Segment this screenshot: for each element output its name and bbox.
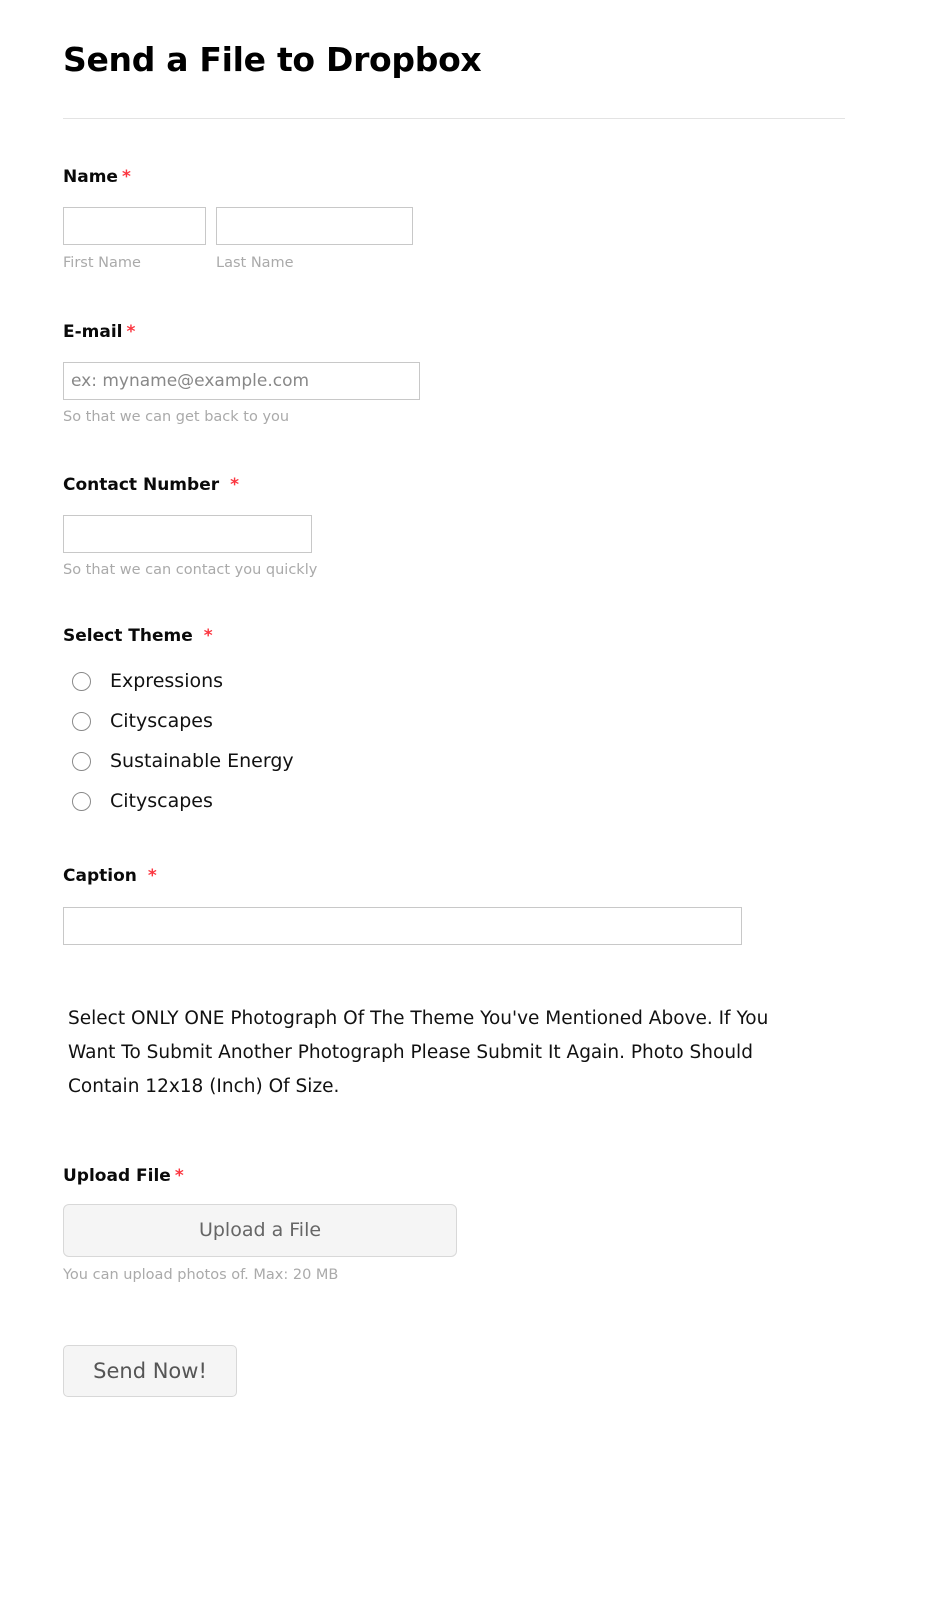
radio-option-expressions[interactable] xyxy=(63,661,867,701)
radio-option-cityscapes-2[interactable] xyxy=(63,781,867,821)
radio-label: Cityscapes xyxy=(110,709,213,732)
email-hint: So that we can get back to you xyxy=(63,408,290,425)
theme-label-text: Select Theme xyxy=(63,625,193,646)
contact-label xyxy=(63,475,867,495)
page-title: Send a File to Dropbox xyxy=(63,40,482,79)
radio-option-cityscapes-1[interactable] xyxy=(63,701,867,741)
contact-number-input[interactable] xyxy=(63,515,312,553)
first-name-input[interactable] xyxy=(63,207,206,245)
last-name-sublabel: Last Name xyxy=(216,254,294,271)
last-name-input[interactable] xyxy=(216,207,413,245)
first-name-sublabel: First Name xyxy=(63,254,141,271)
upload-label xyxy=(63,1166,867,1186)
email-label xyxy=(63,322,867,342)
radio-circle-icon[interactable] xyxy=(72,752,91,771)
field-contact-number xyxy=(0,475,930,579)
send-now-button[interactable]: Send Now! xyxy=(63,1345,237,1397)
field-name xyxy=(0,167,930,273)
radio-option-sustainable-energy[interactable] xyxy=(63,741,867,781)
radio-label: Sustainable Energy xyxy=(110,749,294,772)
theme-radio-group xyxy=(63,661,867,821)
required-asterisk: * xyxy=(147,866,157,887)
radio-circle-icon[interactable] xyxy=(72,712,91,731)
header-divider xyxy=(63,118,845,119)
radio-circle-icon[interactable] xyxy=(72,792,91,811)
name-inputs-row xyxy=(63,207,867,272)
contact-hint: So that we can contact you quickly xyxy=(63,561,318,578)
required-asterisk: * xyxy=(121,166,131,187)
radio-circle-icon[interactable] xyxy=(72,672,91,691)
theme-label xyxy=(63,626,867,646)
instructions-text: Select ONLY ONE Photograph Of The Theme You've Mentioned Above. If You Want To Submit Another Photograph Please Submit It Again. Photo Should Contain 12x18 (Inch) Of Size. xyxy=(68,1007,769,1097)
required-asterisk: * xyxy=(174,1165,184,1186)
caption-label xyxy=(63,866,867,886)
name-label-text: Name xyxy=(63,166,118,187)
email-input[interactable] xyxy=(63,362,420,400)
first-name-group xyxy=(63,207,206,272)
field-caption xyxy=(0,866,930,944)
radio-label: Expressions xyxy=(110,669,224,692)
email-label-text: E-mail xyxy=(63,322,123,343)
caption-label-text: Caption xyxy=(63,866,137,887)
contact-label-text: Contact Number xyxy=(63,475,220,496)
name-label xyxy=(63,167,867,187)
upload-label-text: Upload File xyxy=(63,1165,171,1186)
required-asterisk: * xyxy=(203,625,213,646)
required-asterisk: * xyxy=(126,322,136,343)
field-select-theme xyxy=(0,626,930,821)
upload-hint: You can upload photos of. Max: 20 MB xyxy=(63,1267,339,1284)
form-header xyxy=(0,0,930,119)
field-upload xyxy=(0,1166,930,1285)
upload-file-button[interactable]: Upload a File xyxy=(63,1204,457,1257)
radio-label: Cityscapes xyxy=(110,789,213,812)
field-email xyxy=(0,322,930,426)
last-name-group xyxy=(216,207,413,272)
submit-area xyxy=(0,1345,930,1397)
caption-input[interactable] xyxy=(63,907,742,945)
required-asterisk: * xyxy=(230,475,239,496)
